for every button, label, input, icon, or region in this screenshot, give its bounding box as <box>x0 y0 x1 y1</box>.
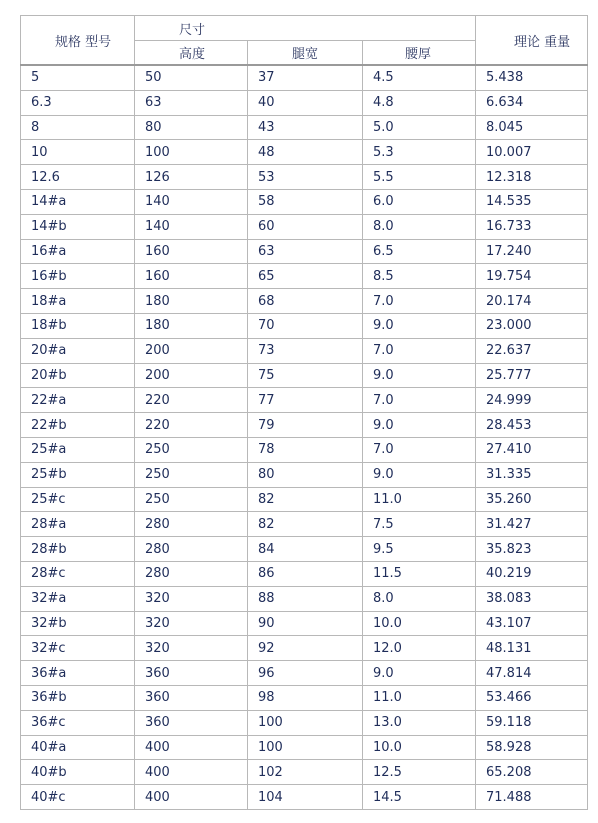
cell-spec-model: 40#c <box>21 785 135 810</box>
cell-leg-width: 73 <box>248 338 363 363</box>
cell-web-thickness: 12.0 <box>363 636 476 661</box>
cell-height: 250 <box>135 487 248 512</box>
cell-spec-model: 25#c <box>21 487 135 512</box>
table-row <box>21 239 588 264</box>
cell-spec-model: 40#b <box>21 760 135 785</box>
cell-height: 50 <box>135 65 248 90</box>
cell-web-thickness: 9.0 <box>363 661 476 686</box>
table-row <box>21 487 588 512</box>
table-row <box>21 537 588 562</box>
cell-leg-width: 48 <box>248 140 363 165</box>
cell-height: 320 <box>135 636 248 661</box>
header-spec-model: 规格 型号 <box>21 16 135 66</box>
cell-leg-width: 43 <box>248 115 363 140</box>
cell-theoretical-weight: 35.260 <box>476 487 588 512</box>
header-web-thickness: 腰厚 <box>363 41 476 66</box>
cell-web-thickness: 13.0 <box>363 710 476 735</box>
cell-spec-model: 25#a <box>21 437 135 462</box>
cell-height: 360 <box>135 661 248 686</box>
cell-theoretical-weight: 65.208 <box>476 760 588 785</box>
table-row <box>21 661 588 686</box>
cell-spec-model: 36#c <box>21 710 135 735</box>
cell-web-thickness: 7.0 <box>363 388 476 413</box>
cell-web-thickness: 9.0 <box>363 413 476 438</box>
cell-leg-width: 68 <box>248 289 363 314</box>
cell-spec-model: 32#b <box>21 611 135 636</box>
cell-leg-width: 98 <box>248 685 363 710</box>
cell-height: 140 <box>135 189 248 214</box>
table-row <box>21 413 588 438</box>
table-row <box>21 65 588 90</box>
cell-height: 400 <box>135 735 248 760</box>
table-row <box>21 437 588 462</box>
cell-leg-width: 82 <box>248 487 363 512</box>
cell-spec-model: 28#b <box>21 537 135 562</box>
table-row <box>21 760 588 785</box>
cell-theoretical-weight: 23.000 <box>476 313 588 338</box>
cell-spec-model: 32#a <box>21 586 135 611</box>
cell-theoretical-weight: 24.999 <box>476 388 588 413</box>
cell-height: 250 <box>135 462 248 487</box>
table-row <box>21 462 588 487</box>
cell-web-thickness: 9.5 <box>363 537 476 562</box>
table-row <box>21 512 588 537</box>
table-row <box>21 264 588 289</box>
cell-theoretical-weight: 8.045 <box>476 115 588 140</box>
cell-web-thickness: 5.5 <box>363 165 476 190</box>
cell-web-thickness: 8.0 <box>363 586 476 611</box>
cell-height: 180 <box>135 313 248 338</box>
cell-web-thickness: 9.0 <box>363 313 476 338</box>
cell-theoretical-weight: 20.174 <box>476 289 588 314</box>
table-row <box>21 90 588 115</box>
header-height: 高度 <box>135 41 248 66</box>
cell-spec-model: 14#a <box>21 189 135 214</box>
table-row <box>21 636 588 661</box>
cell-web-thickness: 9.0 <box>363 462 476 487</box>
cell-web-thickness: 9.0 <box>363 363 476 388</box>
table-header <box>21 16 588 66</box>
cell-height: 126 <box>135 165 248 190</box>
cell-height: 320 <box>135 586 248 611</box>
cell-leg-width: 90 <box>248 611 363 636</box>
cell-leg-width: 75 <box>248 363 363 388</box>
cell-spec-model: 28#a <box>21 512 135 537</box>
cell-spec-model: 10 <box>21 140 135 165</box>
cell-theoretical-weight: 22.637 <box>476 338 588 363</box>
cell-leg-width: 100 <box>248 735 363 760</box>
cell-height: 250 <box>135 437 248 462</box>
cell-leg-width: 84 <box>248 537 363 562</box>
cell-spec-model: 18#b <box>21 313 135 338</box>
channel-steel-spec-table <box>20 15 588 810</box>
cell-height: 160 <box>135 264 248 289</box>
cell-height: 220 <box>135 388 248 413</box>
cell-spec-model: 25#b <box>21 462 135 487</box>
cell-web-thickness: 5.3 <box>363 140 476 165</box>
cell-spec-model: 6.3 <box>21 90 135 115</box>
cell-spec-model: 36#a <box>21 661 135 686</box>
table-row <box>21 561 588 586</box>
cell-theoretical-weight: 38.083 <box>476 586 588 611</box>
cell-leg-width: 102 <box>248 760 363 785</box>
cell-spec-model: 28#c <box>21 561 135 586</box>
cell-height: 400 <box>135 785 248 810</box>
table-row <box>21 289 588 314</box>
cell-theoretical-weight: 43.107 <box>476 611 588 636</box>
cell-theoretical-weight: 19.754 <box>476 264 588 289</box>
cell-height: 200 <box>135 363 248 388</box>
cell-web-thickness: 11.5 <box>363 561 476 586</box>
cell-web-thickness: 7.0 <box>363 289 476 314</box>
cell-web-thickness: 8.0 <box>363 214 476 239</box>
cell-spec-model: 36#b <box>21 685 135 710</box>
table-row <box>21 685 588 710</box>
cell-leg-width: 77 <box>248 388 363 413</box>
cell-spec-model: 40#a <box>21 735 135 760</box>
table-body <box>21 65 588 809</box>
table-row <box>21 140 588 165</box>
cell-leg-width: 92 <box>248 636 363 661</box>
cell-leg-width: 65 <box>248 264 363 289</box>
table-row <box>21 115 588 140</box>
cell-spec-model: 20#a <box>21 338 135 363</box>
header-row-top <box>21 16 588 41</box>
cell-theoretical-weight: 31.427 <box>476 512 588 537</box>
table-row <box>21 611 588 636</box>
cell-theoretical-weight: 14.535 <box>476 189 588 214</box>
cell-web-thickness: 7.5 <box>363 512 476 537</box>
cell-leg-width: 70 <box>248 313 363 338</box>
cell-spec-model: 8 <box>21 115 135 140</box>
cell-leg-width: 82 <box>248 512 363 537</box>
cell-web-thickness: 6.0 <box>363 189 476 214</box>
cell-theoretical-weight: 53.466 <box>476 685 588 710</box>
cell-web-thickness: 10.0 <box>363 611 476 636</box>
cell-height: 320 <box>135 611 248 636</box>
table-row <box>21 313 588 338</box>
cell-leg-width: 78 <box>248 437 363 462</box>
cell-leg-width: 80 <box>248 462 363 487</box>
cell-theoretical-weight: 47.814 <box>476 661 588 686</box>
cell-spec-model: 22#b <box>21 413 135 438</box>
cell-theoretical-weight: 17.240 <box>476 239 588 264</box>
cell-theoretical-weight: 12.318 <box>476 165 588 190</box>
cell-leg-width: 53 <box>248 165 363 190</box>
header-leg-width: 腿宽 <box>248 41 363 66</box>
cell-leg-width: 79 <box>248 413 363 438</box>
cell-web-thickness: 10.0 <box>363 735 476 760</box>
cell-spec-model: 20#b <box>21 363 135 388</box>
channel-steel-spec-table-container <box>20 15 587 810</box>
cell-spec-model: 16#a <box>21 239 135 264</box>
table-row <box>21 735 588 760</box>
cell-web-thickness: 12.5 <box>363 760 476 785</box>
cell-theoretical-weight: 28.453 <box>476 413 588 438</box>
table-row <box>21 165 588 190</box>
cell-height: 180 <box>135 289 248 314</box>
cell-theoretical-weight: 35.823 <box>476 537 588 562</box>
cell-height: 280 <box>135 537 248 562</box>
table-row <box>21 586 588 611</box>
cell-web-thickness: 5.0 <box>363 115 476 140</box>
cell-spec-model: 32#c <box>21 636 135 661</box>
cell-height: 140 <box>135 214 248 239</box>
table-row <box>21 363 588 388</box>
cell-height: 360 <box>135 710 248 735</box>
cell-spec-model: 12.6 <box>21 165 135 190</box>
table-row <box>21 189 588 214</box>
cell-spec-model: 18#a <box>21 289 135 314</box>
cell-spec-model: 5 <box>21 65 135 90</box>
cell-leg-width: 58 <box>248 189 363 214</box>
cell-height: 220 <box>135 413 248 438</box>
cell-leg-width: 100 <box>248 710 363 735</box>
cell-height: 63 <box>135 90 248 115</box>
header-theoretical-weight: 理论 重量 <box>476 16 588 66</box>
cell-leg-width: 37 <box>248 65 363 90</box>
cell-height: 280 <box>135 561 248 586</box>
cell-web-thickness: 14.5 <box>363 785 476 810</box>
table-row <box>21 785 588 810</box>
cell-theoretical-weight: 48.131 <box>476 636 588 661</box>
cell-leg-width: 40 <box>248 90 363 115</box>
cell-web-thickness: 7.0 <box>363 437 476 462</box>
cell-theoretical-weight: 71.488 <box>476 785 588 810</box>
cell-web-thickness: 8.5 <box>363 264 476 289</box>
cell-theoretical-weight: 16.733 <box>476 214 588 239</box>
cell-height: 400 <box>135 760 248 785</box>
header-dimensions-group: 尺寸 <box>135 16 476 41</box>
table-row <box>21 338 588 363</box>
cell-height: 280 <box>135 512 248 537</box>
cell-leg-width: 96 <box>248 661 363 686</box>
cell-spec-model: 22#a <box>21 388 135 413</box>
cell-height: 160 <box>135 239 248 264</box>
cell-theoretical-weight: 25.777 <box>476 363 588 388</box>
cell-theoretical-weight: 27.410 <box>476 437 588 462</box>
cell-theoretical-weight: 40.219 <box>476 561 588 586</box>
cell-height: 100 <box>135 140 248 165</box>
cell-web-thickness: 4.8 <box>363 90 476 115</box>
cell-theoretical-weight: 6.634 <box>476 90 588 115</box>
cell-leg-width: 60 <box>248 214 363 239</box>
cell-leg-width: 104 <box>248 785 363 810</box>
cell-leg-width: 63 <box>248 239 363 264</box>
cell-spec-model: 16#b <box>21 264 135 289</box>
cell-theoretical-weight: 31.335 <box>476 462 588 487</box>
table-row <box>21 388 588 413</box>
cell-web-thickness: 11.0 <box>363 487 476 512</box>
cell-web-thickness: 4.5 <box>363 65 476 90</box>
cell-theoretical-weight: 59.118 <box>476 710 588 735</box>
table-row <box>21 214 588 239</box>
table-row <box>21 710 588 735</box>
cell-theoretical-weight: 10.007 <box>476 140 588 165</box>
cell-height: 80 <box>135 115 248 140</box>
cell-theoretical-weight: 58.928 <box>476 735 588 760</box>
cell-spec-model: 14#b <box>21 214 135 239</box>
cell-height: 360 <box>135 685 248 710</box>
cell-leg-width: 88 <box>248 586 363 611</box>
cell-height: 200 <box>135 338 248 363</box>
cell-web-thickness: 11.0 <box>363 685 476 710</box>
cell-web-thickness: 6.5 <box>363 239 476 264</box>
cell-leg-width: 86 <box>248 561 363 586</box>
cell-theoretical-weight: 5.438 <box>476 65 588 90</box>
cell-web-thickness: 7.0 <box>363 338 476 363</box>
